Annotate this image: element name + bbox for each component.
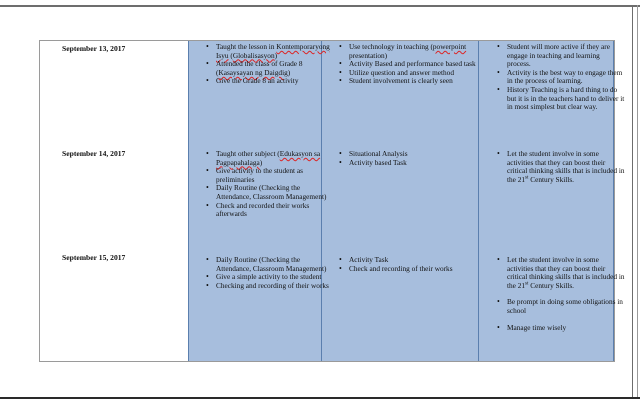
list-item: • Give the Grade 8 an activity bbox=[216, 77, 330, 86]
list-item: • Daily Routine (Checking the Attendance, Classroom Management) bbox=[216, 184, 330, 201]
page-right-border bbox=[632, 5, 633, 397]
list-item: • Give activity to the student as preliminaries bbox=[216, 167, 330, 184]
activities-list bbox=[203, 150, 330, 219]
list-item: • Student will more active if they are engage in teaching and learning process. bbox=[507, 43, 625, 69]
page-right-border-inner bbox=[637, 5, 638, 397]
list-item: • Activity based Task bbox=[349, 159, 489, 168]
list-item: • Taught the lesson in Kontemporaryong Isyu (Globalisasyon) bbox=[216, 43, 330, 60]
page-bottom-border bbox=[0, 397, 640, 399]
list-item: • Daily Routine (Checking the Attendance, Classroom Management) bbox=[216, 256, 330, 273]
list-item: • Be prompt in doing some obligations in school bbox=[507, 298, 625, 315]
list-item: • Checking and recording of their works bbox=[216, 282, 330, 291]
list-item: • Activity Based and performance based task bbox=[349, 60, 489, 69]
list-item: • Let the student involve in some activities that they can boost their critical thinking skills that is included in the 21st Century Skills. bbox=[507, 256, 625, 290]
list-item: • Manage time wisely bbox=[507, 324, 625, 333]
list-item: • Check and recording of their works bbox=[349, 265, 489, 274]
list-item: • Activity is the best way to engage them in the process of learning. bbox=[507, 69, 625, 86]
list-item: • Give a simple activity to the student bbox=[216, 273, 330, 282]
activities-list bbox=[203, 43, 330, 86]
reflections-list bbox=[494, 256, 625, 332]
list-item: • Situational Analysis bbox=[349, 150, 489, 159]
list-item: • Let the student involve in some activities that they can boost their critical thinking skills that is included in the 21st Century Skills. bbox=[507, 150, 625, 184]
row-date: September 13, 2017 bbox=[62, 44, 126, 53]
list-item: • Check and recorded their works afterwards bbox=[216, 202, 330, 219]
activities-list bbox=[203, 256, 330, 290]
strategies-list bbox=[336, 150, 489, 167]
reflections-list bbox=[494, 43, 625, 112]
reflections-list bbox=[494, 150, 625, 184]
list-item: • Utilize question and answer method bbox=[349, 69, 489, 78]
list-item: • Attended the class of Grade 8 (Kasaysayan ng Daigdig) bbox=[216, 60, 330, 77]
list-item: • Activity Task bbox=[349, 256, 489, 265]
row-date: September 15, 2017 bbox=[62, 253, 126, 262]
strategies-column bbox=[321, 41, 478, 361]
row-date: September 14, 2017 bbox=[62, 149, 126, 158]
strategies-list bbox=[336, 43, 489, 86]
list-item: • Use technology in teaching (powerpoint presentation) bbox=[349, 43, 489, 60]
list-item: • Student involvement is clearly seen bbox=[349, 77, 489, 86]
list-item: • Taught other subject (Edukasyon sa Pagpapahalaga) bbox=[216, 150, 330, 167]
page-top-border bbox=[0, 5, 640, 7]
list-item: • History Teaching is a hard thing to do but it is in the teachers hand to deliver it in most simplest but clear way. bbox=[507, 86, 625, 112]
strategies-list bbox=[336, 256, 489, 273]
